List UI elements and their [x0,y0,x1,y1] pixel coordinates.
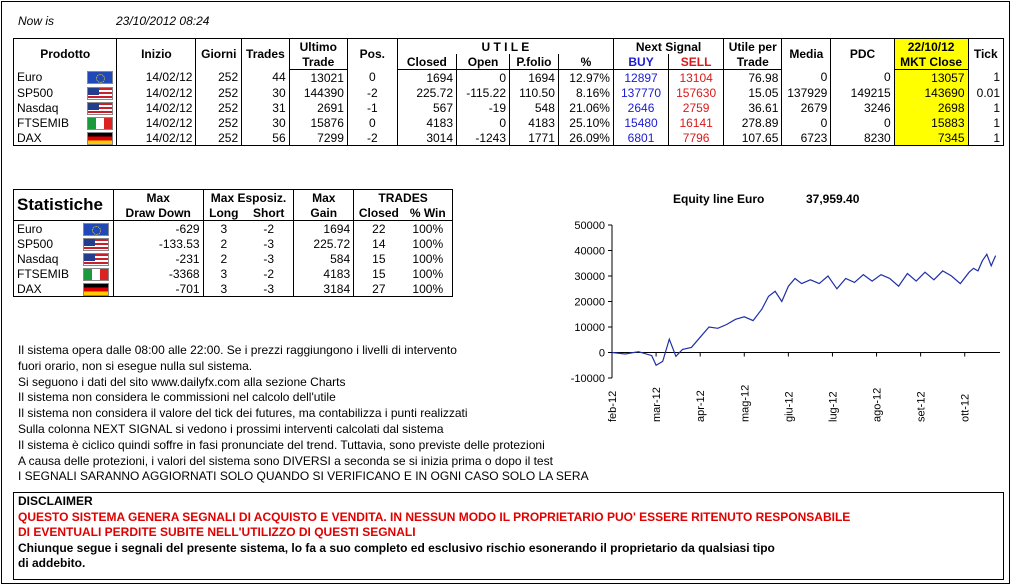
cell-sell: 16141 [669,115,724,130]
cell-pct: 8.16% [558,85,613,100]
col-utile: U T I L E [397,39,613,55]
note-line: Il sistema opera dalle 08:00 alle 22:00. Se i prezzi raggiungono i livelli di intervento [18,343,457,357]
cell-long: 2 [203,236,244,251]
product-name: DAX [14,130,84,146]
disclaimer-line: di addebito. [18,556,86,570]
table-row [14,85,1004,100]
de-flag-icon [83,283,109,296]
cell-pfolio: 1771 [510,130,559,146]
cell-pos: 0 [347,70,397,86]
cell-gain: 584 [294,251,354,266]
cell-pct: 26.09% [558,130,613,146]
cell-closed: 14 [354,236,404,251]
cell-pos: -2 [347,85,397,100]
cell-inizio: 14/02/12 [117,85,196,100]
col-trades-group: TRADES [354,190,453,206]
x-tick-label: feb-12 [607,390,619,422]
x-tick-label: ago-12 [871,387,884,422]
cell-buy: 12897 [613,70,668,86]
cell-giorni: 252 [196,130,242,146]
x-tick-label: mag-12 [739,384,752,422]
col-sell: SELL [669,54,724,70]
cell-pfolio: 1694 [510,70,559,86]
col-short: Short [244,205,294,221]
product-name: SP500 [14,85,84,100]
cell-trades: 56 [242,130,290,146]
cell-long: 3 [203,266,244,281]
cell-giorni: 252 [196,70,242,86]
signals-table [13,38,1004,146]
us-flag-icon [87,87,113,100]
cell-open: 0 [457,70,510,86]
disclaimer-title: DISCLAIMER [18,494,93,508]
x-tick-label: lug-12 [827,391,840,422]
note-line: Si seguono i dati del sito www.dailyfx.com alla sezione Charts [18,374,346,389]
cell-short: -3 [244,251,294,266]
col-pdc: PDC [831,39,894,70]
note-line: Sulla colonna NEXT SIGNAL si vedono i prossimi interventi calcolati dal sistema [18,421,444,436]
cell-open: -1243 [457,130,510,146]
cell-tick: 1 [968,130,1003,146]
cell-pct: 25.10% [558,115,613,130]
cell-pct: 21.06% [558,100,613,115]
col-utile-per-2: Trade [724,54,782,70]
cell-open: -115.22 [457,85,510,100]
equity-line [612,254,996,365]
col-mkt-close: MKT Close [894,54,968,70]
cell-mkt-close: 2698 [894,100,968,115]
cell-buy: 2646 [613,100,668,115]
table-row [14,236,453,251]
table-row [14,251,453,266]
product-name: DAX [14,281,80,297]
disclaimer-red-line: QUESTO SISTEMA GENERA SEGNALI DI ACQUISTO E VENDITA. IN NESSUN MODO IL PROPRIETARIO PUO' ESSERE RITENUTO RESPONSABILE [18,509,851,524]
y-tick-label: 10000 [574,322,605,334]
cell-giorni: 252 [196,115,242,130]
it-flag-icon [83,268,109,281]
cell-tick: 0.01 [968,85,1003,100]
cell-dd: -701 [113,281,203,297]
col-ultimo-2: Trade [289,54,347,70]
table-row [14,115,1004,130]
col-closed: Closed [354,205,404,221]
cell-dd: -629 [113,221,203,237]
col-win: % Win [404,205,453,221]
product-name: FTSEMIB [14,115,84,130]
x-tick-label: giu-12 [783,391,796,422]
cell-gain: 4183 [294,266,354,281]
col-max-dd: Max [113,190,203,206]
y-tick-label: 20000 [574,296,605,309]
statistics-table [13,189,453,297]
col-open: Open [457,54,510,70]
table-row [14,221,453,237]
cell-long: 2 [203,251,244,266]
cell-pfolio: 548 [510,100,559,115]
note-line: A causa delle protezioni, i valori del sistema sono DIVERSI a seconda se si inizia prima o dopo il test [18,453,553,468]
table-row [14,130,1004,146]
x-axis [607,353,1000,423]
cell-buy: 6801 [613,130,668,146]
product-name: Euro [14,221,80,237]
de-flag-icon [87,132,113,145]
notes-block [18,343,589,485]
cell-inizio: 14/02/12 [117,130,196,146]
cell-long: 3 [203,221,244,237]
cell-inizio: 14/02/12 [117,100,196,115]
note-line: Il sistema è ciclico quindi soffre in fasi pronunciate del trend. Tuttavia, sono previste delle protezioni [18,437,545,452]
disclaimer-red-line: DI EVENTUALI PERDITE SUBITE NELL'UTILIZZO DI QUESTI SEGNALI [18,525,416,539]
cell-mkt-close: 143690 [894,85,968,100]
y-tick-label: 0 [598,347,605,360]
cell-closed: 22 [354,221,404,237]
eu-flag-icon [83,223,109,236]
col-gain: Gain [294,205,354,221]
cell-open: 0 [457,115,510,130]
cell-trades: 44 [242,70,290,86]
cell-tick: 1 [968,115,1003,130]
equity-line-chart [540,215,1005,430]
disclaimer-box [13,492,1004,580]
note-line: Il sistema non considera le commissioni nel calcolo dell'utile [18,390,336,405]
col-long: Long [203,205,244,221]
cell-win: 100% [404,266,453,281]
col-mkt-date: 22/10/12 [894,39,968,55]
cell-long: 3 [203,281,244,297]
cell-buy: 15480 [613,115,668,130]
y-tick-label: 40000 [574,245,605,258]
product-name: SP500 [14,236,80,251]
cell-pdc: 8230 [831,130,894,146]
disclaimer-line: Chiunque segue i segnali del presente sistema, lo fa a suo completo ed esclusivo rischio esonerando il proprietario da qualsiasi tipo [18,540,775,555]
col-pfolio: P.folio [510,54,559,70]
table-row [14,266,453,281]
cell-closed: 567 [397,100,456,115]
col-max-esposiz: Max Esposiz. [203,190,294,206]
cell-closed: 15 [354,266,404,281]
cell-inizio: 14/02/12 [117,70,196,86]
stats-title: Statistiche [14,190,114,221]
cell-pfolio: 4183 [510,115,559,130]
cell-media: 0 [782,115,831,130]
cell-pct: 12.97% [558,70,613,86]
col-pos: Pos. [347,39,397,70]
x-tick-label: mar-12 [651,387,664,422]
cell-pos: 0 [347,115,397,130]
us-flag-icon [83,238,109,251]
cell-inizio: 14/02/12 [117,115,196,130]
cell-utile-trade: 15.05 [724,85,782,100]
col-tick: Tick [968,39,1003,70]
now-is-datetime: 23/10/2012 08:24 [116,14,210,28]
cell-utile-trade: 107.65 [724,130,782,146]
product-name: FTSEMIB [14,266,80,281]
cell-short: -3 [244,236,294,251]
cell-dd: -133.53 [113,236,203,251]
cell-media: 2679 [782,100,831,115]
cell-ultimo: 13021 [289,70,347,86]
y-tick-label: -10000 [570,373,605,385]
eu-flag-icon [87,71,113,84]
us-flag-icon [87,102,113,115]
cell-gain: 1694 [294,221,354,237]
col-max-gain: Max [294,190,354,206]
col-draw-down: Draw Down [113,205,203,221]
col-giorni: Giorni [196,39,242,70]
table-row [14,100,1004,115]
cell-media: 0 [782,70,831,86]
cell-pfolio: 110.50 [510,85,559,100]
cell-open: -19 [457,100,510,115]
cell-ultimo: 2691 [289,100,347,115]
cell-closed: 4183 [397,115,456,130]
cell-pdc: 149215 [831,85,894,100]
cell-giorni: 252 [196,100,242,115]
cell-ultimo: 144390 [289,85,347,100]
cell-utile-trade: 76.98 [724,70,782,86]
cell-win: 100% [404,281,453,297]
cell-pdc: 0 [831,115,894,130]
col-next-signal: Next Signal [613,39,723,55]
cell-short: -3 [244,281,294,297]
cell-gain: 3184 [294,281,354,297]
cell-utile-trade: 36.61 [724,100,782,115]
col-trades: Trades [242,39,290,70]
cell-mkt-close: 15883 [894,115,968,130]
cell-mkt-close: 7345 [894,130,968,146]
equity-value: 37,959.40 [806,192,860,206]
cell-trades: 31 [242,100,290,115]
table-row [14,281,453,297]
cell-tick: 1 [968,70,1003,86]
cell-dd: -3368 [113,266,203,281]
cell-short: -2 [244,266,294,281]
cell-closed: 1694 [397,70,456,86]
col-prodotto: Prodotto [14,39,117,70]
x-tick-label: apr-12 [695,390,708,422]
x-tick-label: ott-12 [959,393,972,422]
col-utile-per: Utile per [724,39,782,55]
cell-short: -2 [244,221,294,237]
note-line: fuori orario, non si esegue nulla sul sistema. [18,358,253,373]
cell-ultimo: 15876 [289,115,347,130]
cell-sell: 157630 [669,85,724,100]
cell-closed: 3014 [397,130,456,146]
product-name: Nasdaq [14,100,84,115]
cell-trades: 30 [242,85,290,100]
y-tick-label: 50000 [574,220,605,232]
cell-mkt-close: 13057 [894,70,968,86]
col-buy: BUY [613,54,668,70]
note-line: I SEGNALI SARANNO AGGIORNATI SOLO QUANDO SI VERIFICANO E IN OGNI CASO SOLO LA SERA [18,469,589,484]
y-tick-label: 30000 [574,271,605,283]
table-row [14,70,1004,86]
cell-sell: 7796 [669,130,724,146]
chart-title: Equity line Euro [673,192,765,206]
cell-trades: 30 [242,115,290,130]
cell-closed: 225.72 [397,85,456,100]
cell-sell: 13104 [669,70,724,86]
note-line: Il sistema non considera il valore del tick dei futures, ma contabilizza i punti realizzati [18,406,468,421]
cell-win: 100% [404,251,453,266]
col-media: Media [782,39,831,70]
cell-tick: 1 [968,100,1003,115]
cell-win: 100% [404,236,453,251]
cell-buy: 137770 [613,85,668,100]
product-name: Nasdaq [14,251,80,266]
cell-gain: 225.72 [294,236,354,251]
cell-pdc: 0 [831,70,894,86]
cell-giorni: 252 [196,85,242,100]
col-ultimo: Ultimo [289,39,347,55]
col-inizio: Inizio [117,39,196,70]
cell-utile-trade: 278.89 [724,115,782,130]
cell-media: 6723 [782,130,831,146]
cell-closed: 27 [354,281,404,297]
us-flag-icon [83,253,109,266]
product-name: Euro [14,70,84,86]
now-is-label: Now is [18,14,55,28]
cell-pdc: 3246 [831,100,894,115]
col-pct: % [558,54,613,70]
it-flag-icon [87,117,113,130]
col-closed: Closed [397,54,456,70]
cell-media: 137929 [782,85,831,100]
cell-win: 100% [404,221,453,237]
cell-pos: -2 [347,130,397,146]
cell-ultimo: 7299 [289,130,347,146]
cell-sell: 2759 [669,100,724,115]
cell-closed: 15 [354,251,404,266]
x-tick-label: set-12 [915,391,928,422]
cell-pos: -1 [347,100,397,115]
cell-dd: -231 [113,251,203,266]
